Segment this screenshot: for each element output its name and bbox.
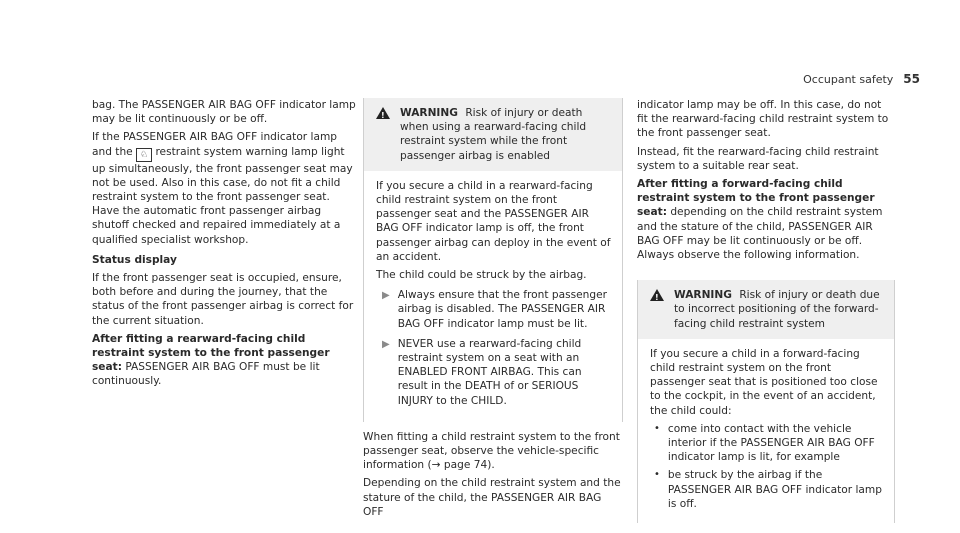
paragraph: If you secure a child in a forward-facing child restraint system on the front passenger seat that is positioned too close to the cockpit, in the event of an accident, the child could:: [650, 347, 878, 417]
paragraph-text: PASSENGER AIR BAG OFF must be lit continuously.: [92, 361, 320, 388]
inline-heading: After fitting a rearward-facing child restraint system to the front passenger seat:: [92, 332, 330, 374]
status-display-heading: Status display: [92, 253, 177, 266]
paragraph: The child could be struck by the airbag.: [376, 269, 587, 282]
page-header: [803, 72, 920, 86]
warning-header: [364, 98, 622, 171]
warning-box: [637, 280, 895, 523]
paragraph: Depending on the child restraint system and the stature of the child, the PASSENGER AIR BAG OFF: [363, 477, 621, 518]
paragraph: [637, 177, 895, 262]
list-item-text: Always ensure that the front passenger airbag is disabled. The PASSENGER AIR BAG OFF indicator lamp must be lit.: [397, 289, 607, 330]
paragraph-text: If the PASSENGER AIR BAG OFF indicator lamp and the: [92, 131, 338, 158]
list-item-text: NEVER use a rearward-facing child restraint system on a seat with an ENABLED FRONT AIRBAG. This can result in the DEATH of or SERIOUS INJURY to the CHILD.: [397, 337, 582, 407]
warning-body: [638, 339, 894, 523]
seat-belt-warning-icon: ♘: [136, 148, 152, 162]
page-number: 55: [903, 72, 920, 86]
warning-header: [638, 280, 894, 339]
paragraph-text: restraint system warning lamp light up simultaneously, the front passenger seat may not be used. Also in this case, do not fit a child restraint system to the front passenger seat. Have the automatic front passenger airbag shutoff checked and repaired immediately at a qualified specialist workshop.: [92, 145, 353, 246]
arrow-right-icon: ▶: [382, 290, 390, 302]
paragraph: indicator lamp may be off. In this case, do not fit the rearward-facing child restraint system to the front passenger seat.: [637, 99, 889, 140]
paragraph: If you secure a child in a rearward-facing child restraint system on the front passenger seat and the PASSENGER AIR BAG OFF indicator lamp is off, the front passenger airbag can deploy in the event of an accident.: [376, 179, 611, 263]
list-item: [654, 468, 884, 511]
arrow-right-icon: ▶: [382, 338, 390, 350]
paragraph: If the front passenger seat is occupied, ensure, both before and during the journey, that the status of the front passenger airbag is correct for the current situation.: [92, 272, 354, 327]
column-3: [637, 98, 895, 531]
list-item: [654, 422, 884, 465]
paragraph-text: depending on the child restraint system and the stature of the child, PASSENGER AIR BAG OFF may be lit continuously or be off. Always observe the following information.: [637, 206, 883, 262]
warning-label: WARNING: [400, 107, 458, 119]
warning-box: [363, 98, 623, 422]
bullet-icon: •: [654, 469, 660, 481]
warning-heading: Risk of injury or death due to incorrect positioning of the forward-facing child restraint system: [674, 289, 880, 330]
paragraph: bag. The PASSENGER AIR BAG OFF indicator lamp may be lit continuously or be off.: [92, 99, 356, 126]
warning-heading: Risk of injury or death when using a rearward-facing child restraint system while the front passenger airbag is enabled: [400, 107, 587, 162]
bullet-icon: •: [654, 422, 660, 434]
paragraph: When fitting a child restraint system to the front passenger seat, observe the vehicle-specific information (→ page 74).: [363, 430, 620, 472]
section-title: Occupant safety: [803, 73, 894, 86]
warning-triangle-icon: [650, 289, 664, 301]
paragraph: Instead, fit the rearward-facing child restraint system to a suitable rear seat.: [637, 145, 879, 172]
list-item: [376, 288, 612, 331]
inline-heading: After fitting a forward-facing child restraint system to the front passenger seat:: [637, 178, 875, 219]
list-item: [376, 337, 612, 408]
warning-triangle-icon: [376, 107, 390, 119]
warning-body: [364, 171, 622, 422]
list-item-text: be struck by the airbag if the PASSENGER AIR BAG OFF indicator lamp is off.: [667, 469, 882, 510]
column-2: [363, 98, 623, 523]
column-1: [92, 98, 356, 393]
paragraph: [92, 332, 356, 389]
warning-label: WARNING: [674, 289, 732, 302]
list-item-text: come into contact with the vehicle interior if the PASSENGER AIR BAG OFF indicator lamp is lit, for example: [667, 422, 875, 464]
paragraph: [92, 130, 356, 246]
